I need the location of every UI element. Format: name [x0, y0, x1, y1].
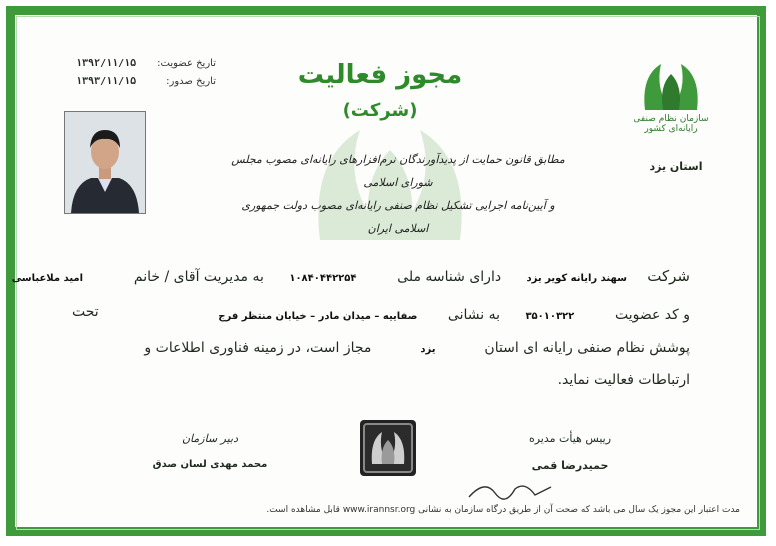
body-row-4: ارتباطات فعالیت نماید. [557, 372, 690, 388]
secretary-name: محمد مهدی لسان صدق [152, 459, 268, 470]
membership-date-label: تاریخ عضویت: [157, 58, 216, 69]
dates-block [76, 58, 216, 94]
validity-notice: مدت اعتبار این مجوز یک سال می باشد که صحت آن از طریق درگاه سازمان به نشانی www.irannsr.org قابل مشاهده است. [266, 505, 740, 515]
company-name: سهند رایانه کویر یزد [526, 273, 627, 284]
organization-name: سازمان نظام صنفی رایانه‌ای کشور [633, 114, 709, 134]
member-code-label: و کد عضویت [614, 307, 690, 323]
legal-basis [228, 148, 568, 240]
national-id-label: دارای شناسه ملی [397, 269, 502, 285]
chairman-title: رییس هیأت مدیره [528, 432, 612, 445]
chairman-name: حمیدرضا قمی [531, 459, 609, 472]
holder-photo [64, 111, 146, 214]
certificate-subtitle: (شرکت) [342, 100, 418, 121]
seal-logo-icon [360, 420, 416, 476]
under-word: تحت [72, 304, 99, 320]
membership-date-value: ۱۳۹۲/۱۱/۱۵ [76, 58, 137, 69]
national-id-value: ۱۰۸۴۰۴۴۲۲۵۴ [289, 273, 357, 284]
body-row-2 [218, 304, 690, 323]
organization-seal [360, 420, 416, 476]
address-value: صفاییه – میدان مادر – خیابان منتظر فرج [218, 311, 418, 322]
secretary-title: دبیر سازمان [181, 432, 239, 445]
certificate-title: مجوز فعالیت [297, 60, 463, 90]
law-line-1: مطابق قانون حمایت از پدیدآورندگان نرم‌افزارهای رایانه‌ای مصوب مجلس شورای اسلامی [231, 153, 565, 189]
province-label: استان یزد [649, 160, 703, 173]
company-label: شرکت [647, 267, 690, 285]
chairman-signature [500, 432, 640, 472]
province-name: یزد [420, 344, 436, 355]
organization-logo [625, 62, 717, 134]
issue-date-label: تاریخ صدور: [166, 76, 216, 87]
signature-scribble-icon [465, 475, 555, 503]
authorization-text: مجاز است، در زمینه فناوری اطلاعات و [144, 340, 372, 356]
member-code-value: ۳۵۰۱۰۳۲۲ [525, 311, 575, 322]
person-photo-icon [65, 112, 145, 213]
manager-label: به مدیریت آقای / خانم [133, 269, 264, 285]
logo-mark-icon [641, 62, 701, 112]
body-row-3 [144, 340, 690, 356]
manager-name: امید ملاعباسی [11, 273, 84, 284]
secretary-signature [140, 432, 280, 470]
address-label: به نشانی [447, 307, 500, 323]
issue-date-value: ۱۳۹۳/۱۱/۱۵ [76, 76, 137, 87]
body-row-1 [12, 266, 690, 285]
law-line-2: و آیین‌نامه اجرایی تشکیل نظام صنفی رایانه‌ای مصوب دولت جمهوری اسلامی ایران [241, 199, 555, 235]
coverage-text: پوشش نظام صنفی رایانه ای استان [484, 340, 690, 356]
